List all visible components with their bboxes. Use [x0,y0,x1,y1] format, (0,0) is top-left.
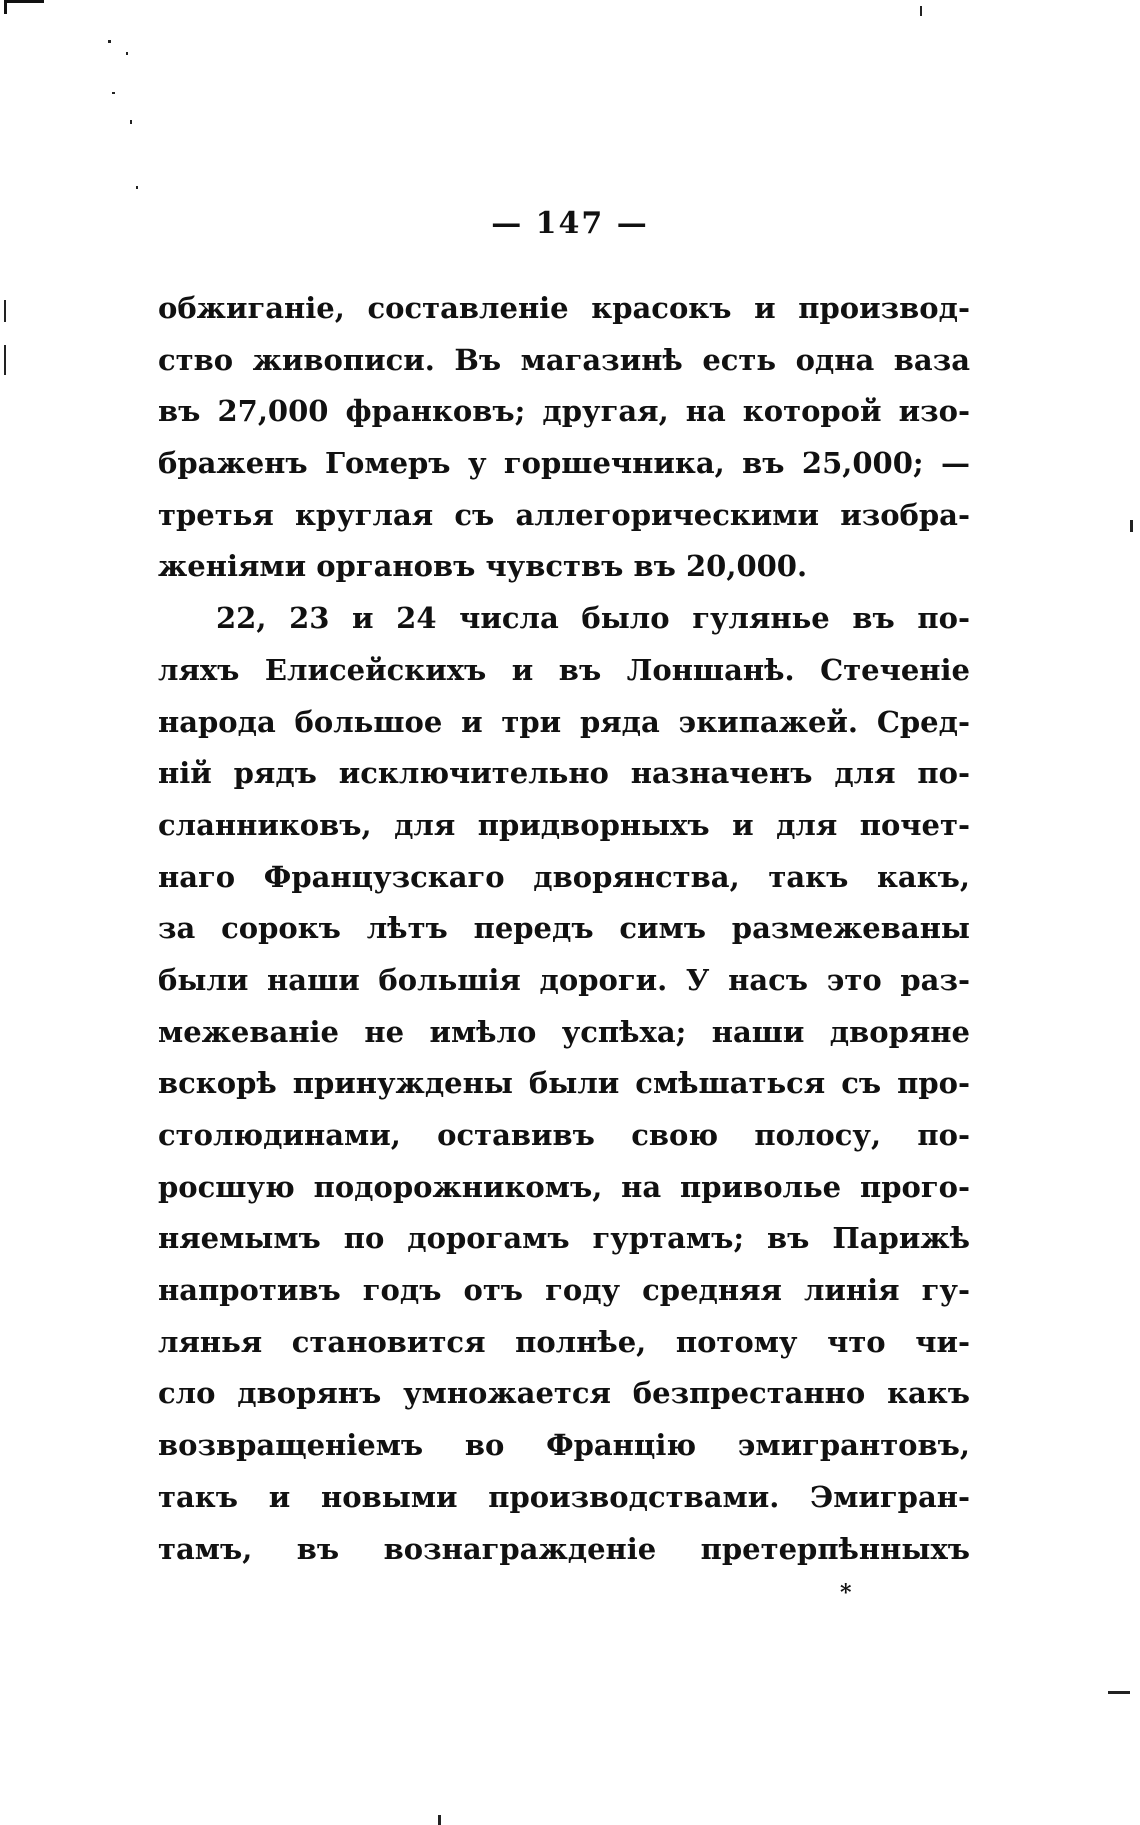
text-line: наго Французскаго дворянства, такъ какъ, [158,859,970,894]
body-text [158,283,970,1575]
text-line: напротивъ годъ отъ году средняя линія гу- [158,1273,970,1308]
text-line: женіями органовъ чувствъ въ 20,000. [158,549,808,584]
scan-corner-mark [4,0,7,14]
text-line: ство живописи. Въ магазинѣ есть одна ваза [158,342,970,377]
text-line: были наши большія дороги. У насъ это раз- [158,962,970,997]
text-line: такъ и новыми производствами. Эмигран- [158,1479,970,1514]
text-line: лянья становится полнѣе, потому что чи- [158,1324,970,1359]
margin-mark [4,345,6,375]
margin-mark [1108,1691,1130,1694]
text-line: няемымъ по дорогамъ гуртамъ; въ Парижѣ [158,1221,970,1256]
scan-speck [438,1815,441,1825]
scan-speck [126,52,128,55]
text-line: сланниковъ, для придворныхъ и для почет- [158,807,970,842]
text-line: въ 27,000 франковъ; другая, на которой изо- [158,394,970,429]
text-line: межеваніе не имѣло успѣха; наши дворяне [158,1014,970,1049]
margin-mark [1130,520,1133,532]
text-line: столюдинами, оставивъ свою полосу, по- [158,1118,970,1152]
scan-speck [130,120,132,124]
page-number: — 147 — [491,206,649,241]
text-line: народа большое и три ряда экипажей. Сред- [158,704,970,739]
margin-mark [4,300,6,322]
text-line: третья круглая съ аллегорическими изобра- [158,497,970,532]
scan-speck [112,92,115,94]
text-line: за сорокъ лѣтъ передъ симъ размежеваны [158,911,970,946]
scan-speck [136,186,138,189]
text-line: вскорѣ принуждены были смѣшаться съ про- [158,1066,970,1101]
text-line: возвращеніемъ во Францію эмигрантовъ, [158,1428,970,1463]
scan-speck [108,40,111,43]
paragraph-start-line: 22, 23 и 24 числа было гулянье въ по- [216,601,970,636]
text-line: росшую подорожникомъ, на приволье прого- [158,1169,970,1204]
text-line: браженъ Гомеръ у горшечника, въ 25,000; — [158,446,970,481]
text-line: ляхъ Елисейскихъ и въ Лоншанѣ. Стеченіе [158,652,970,687]
scan-speck [920,6,922,16]
scan-corner-mark [4,0,44,3]
text-line: сло дворянъ умножается безпрестанно какъ [158,1376,970,1411]
text-line: ній рядъ исключительно назначенъ для по- [158,756,970,791]
signature-mark: * [840,1580,852,1606]
text-line: обжиганіе, составленіе красокъ и производ- [158,291,970,325]
text-line: тамъ, въ вознагражденіе претерпѣнныхъ [158,1531,970,1566]
